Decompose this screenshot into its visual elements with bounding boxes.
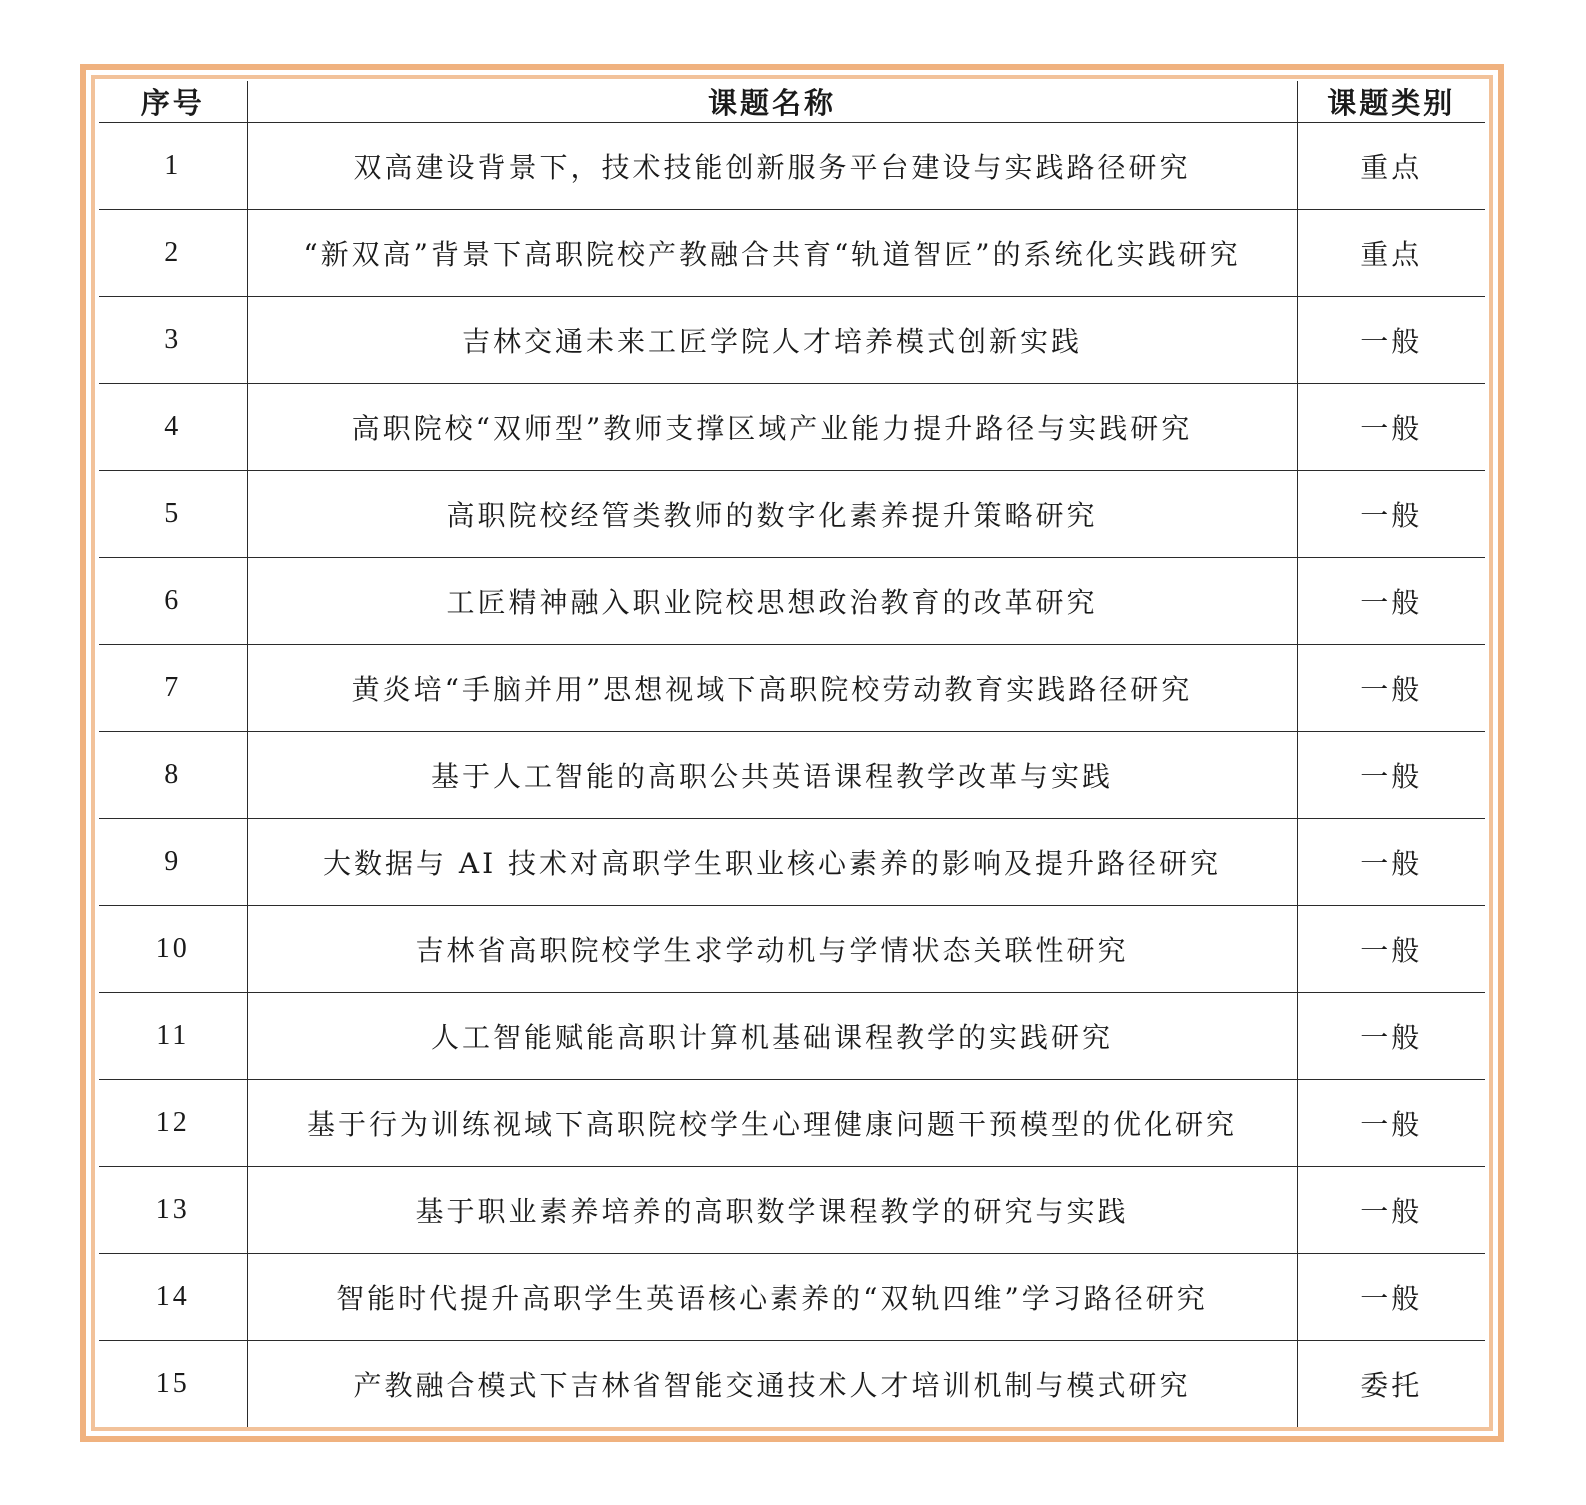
row-index: 14 xyxy=(99,1254,247,1341)
row-index: 2 xyxy=(99,210,247,297)
header-title: 课题名称 xyxy=(247,81,1297,123)
table-row xyxy=(99,732,1485,819)
row-index: 8 xyxy=(99,732,247,819)
row-title: 高职院校经管类教师的数字化素养提升策略研究 xyxy=(247,471,1297,558)
table-body xyxy=(99,123,1485,1428)
row-title: 工匠精神融入职业院校思想政治教育的改革研究 xyxy=(247,558,1297,645)
table-row xyxy=(99,210,1485,297)
row-category: 一般 xyxy=(1297,471,1485,558)
table-row xyxy=(99,123,1485,210)
row-category: 重点 xyxy=(1297,210,1485,297)
row-category: 委托 xyxy=(1297,1341,1485,1427)
table-row xyxy=(99,1341,1485,1427)
table-row xyxy=(99,819,1485,906)
table-row xyxy=(99,993,1485,1080)
row-index: 5 xyxy=(99,471,247,558)
row-index: 1 xyxy=(99,123,247,210)
row-category: 一般 xyxy=(1297,732,1485,819)
row-title: 吉林省高职院校学生求学动机与学情状态关联性研究 xyxy=(247,906,1297,993)
row-index: 12 xyxy=(99,1080,247,1167)
table-frame-inner xyxy=(91,75,1493,1431)
row-index: 3 xyxy=(99,297,247,384)
table-row xyxy=(99,1167,1485,1254)
row-category: 一般 xyxy=(1297,1167,1485,1254)
row-title: 基于人工智能的高职公共英语课程教学改革与实践 xyxy=(247,732,1297,819)
table-row xyxy=(99,645,1485,732)
header-index: 序号 xyxy=(99,81,247,123)
row-index: 11 xyxy=(99,993,247,1080)
row-category: 一般 xyxy=(1297,558,1485,645)
row-title: 智能时代提升高职学生英语核心素养的“双轨四维”学习路径研究 xyxy=(247,1254,1297,1341)
row-category: 一般 xyxy=(1297,906,1485,993)
row-title: 高职院校“双师型”教师支撑区域产业能力提升路径与实践研究 xyxy=(247,384,1297,471)
row-category: 一般 xyxy=(1297,645,1485,732)
row-category: 一般 xyxy=(1297,297,1485,384)
row-index: 4 xyxy=(99,384,247,471)
table-row xyxy=(99,558,1485,645)
table-row xyxy=(99,1254,1485,1341)
table-row xyxy=(99,1080,1485,1167)
row-title: 产教融合模式下吉林省智能交通技术人才培训机制与模式研究 xyxy=(247,1341,1297,1427)
row-title: 吉林交通未来工匠学院人才培养模式创新实践 xyxy=(247,297,1297,384)
row-title: 基于行为训练视域下高职院校学生心理健康问题干预模型的优化研究 xyxy=(247,1080,1297,1167)
row-title: “新双高”背景下高职院校产教融合共育“轨道智匠”的系统化实践研究 xyxy=(247,210,1297,297)
row-category: 一般 xyxy=(1297,1080,1485,1167)
table-row xyxy=(99,384,1485,471)
row-title: 人工智能赋能高职计算机基础课程教学的实践研究 xyxy=(247,993,1297,1080)
row-category: 一般 xyxy=(1297,1254,1485,1341)
row-index: 7 xyxy=(99,645,247,732)
row-category: 一般 xyxy=(1297,993,1485,1080)
row-category: 一般 xyxy=(1297,819,1485,906)
table-row xyxy=(99,906,1485,993)
header-category: 课题类别 xyxy=(1297,81,1485,123)
row-title: 基于职业素养培养的高职数学课程教学的研究与实践 xyxy=(247,1167,1297,1254)
research-topics-table xyxy=(99,81,1485,1427)
row-index: 13 xyxy=(99,1167,247,1254)
table-row xyxy=(99,471,1485,558)
row-index: 10 xyxy=(99,906,247,993)
row-category: 一般 xyxy=(1297,384,1485,471)
row-index: 15 xyxy=(99,1341,247,1427)
row-title: 黄炎培“手脑并用”思想视域下高职院校劳动教育实践路径研究 xyxy=(247,645,1297,732)
row-index: 6 xyxy=(99,558,247,645)
row-title: 双高建设背景下，技术技能创新服务平台建设与实践路径研究 xyxy=(247,123,1297,210)
row-index: 9 xyxy=(99,819,247,906)
table-frame-outer xyxy=(80,64,1504,1442)
header-row xyxy=(99,81,1485,123)
row-category: 重点 xyxy=(1297,123,1485,210)
table-row xyxy=(99,297,1485,384)
row-title: 大数据与 AI 技术对高职学生职业核心素养的影响及提升路径研究 xyxy=(247,819,1297,906)
